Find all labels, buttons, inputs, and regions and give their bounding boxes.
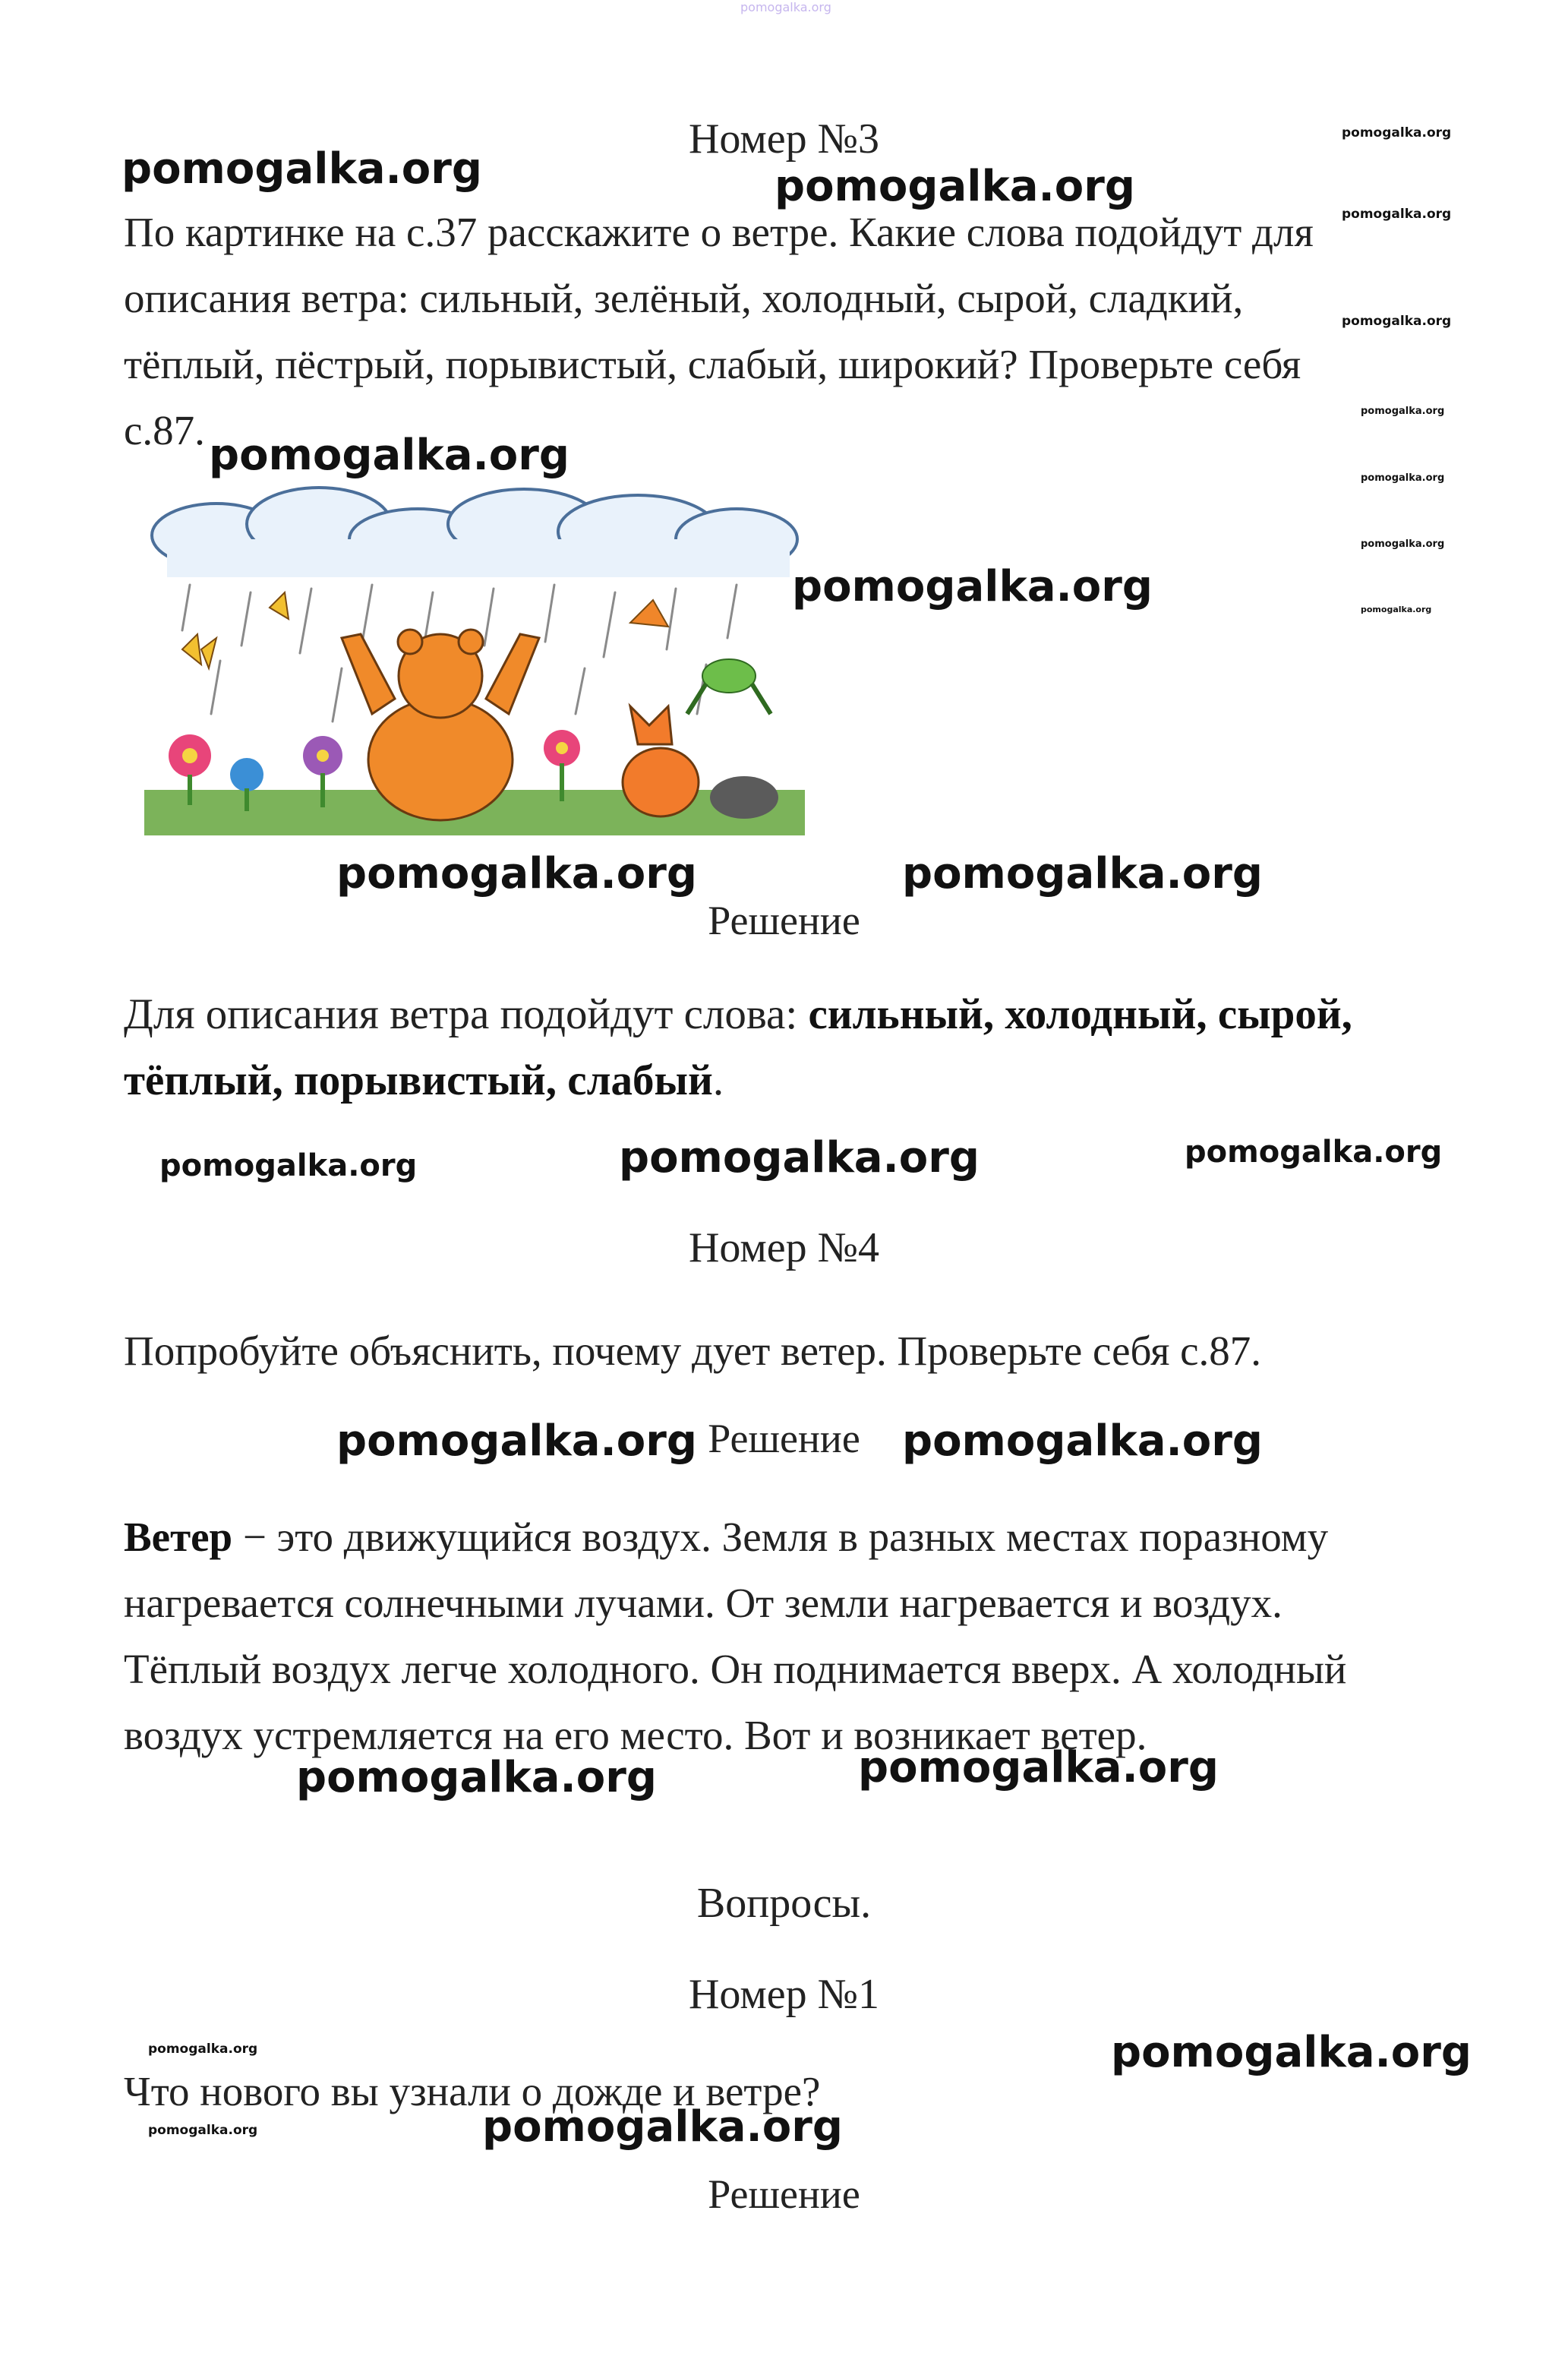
- task4-answer-line: воздух устремляется на его место. Вот и возникает ветер.: [124, 1712, 1147, 1758]
- task3-question-line: описания ветра: сильный, зелёный, холодный, сырой, сладкий,: [124, 275, 1244, 321]
- cloud-icon: [152, 488, 797, 577]
- task3-title: Номер №3: [688, 115, 880, 163]
- watermark-text: pomogalka.org: [1361, 538, 1445, 550]
- watermark-text: pomogalka.org: [1342, 125, 1452, 141]
- watermark-top: pomogalka.org: [740, 0, 831, 14]
- watermark-text: pomogalka.org: [121, 144, 482, 194]
- questions-title: Номер №1: [688, 1971, 880, 2018]
- task3-question-line: По картинке на с.37 расскажите о ветре. Какие слова подойдут для: [124, 209, 1314, 255]
- watermark-text: pomogalka.org: [1342, 207, 1452, 222]
- fox-icon: [623, 706, 699, 816]
- watermark-text: pomogalka.org: [336, 849, 697, 898]
- task4-solution-label: Решение: [708, 1416, 860, 1461]
- task4-answer: [124, 1504, 1475, 1768]
- task4-question: Попробуйте объяснить, почему дует ветер. Проверьте себя с.87.: [124, 1328, 1262, 1374]
- task3-answer-bold-1: сильный, холодный, сырой,: [808, 990, 1352, 1038]
- watermark-text: pomogalka.org: [148, 2123, 258, 2138]
- hedgehog-icon: [710, 776, 778, 819]
- watermark-text: pomogalka.org: [902, 1416, 1263, 1466]
- task3-question: [124, 199, 1475, 463]
- task3-solution-label: Решение: [708, 898, 860, 943]
- task4-answer-line: [124, 1504, 1475, 1570]
- watermark-text: pomogalka.org: [159, 1148, 418, 1183]
- task4-answer-line: Тёплый воздух легче холодного. Он поднимается вверх. А холодный: [124, 1646, 1347, 1692]
- task4-answer-line: нагревается солнечными лучами. От земли нагревается и воздух.: [124, 1580, 1282, 1626]
- task3-question-line: тёплый, пёстрый, порывистый, слабый, широкий? Проверьте себя: [124, 341, 1301, 387]
- task3-answer-end: .: [712, 1056, 724, 1104]
- watermark-text: pomogalka.org: [1111, 2028, 1472, 2077]
- watermark-text: pomogalka.org: [209, 431, 569, 480]
- watermark-text: pomogalka.org: [902, 849, 1263, 898]
- watermark-text: pomogalka.org: [1361, 406, 1445, 417]
- task4-answer-line-1-rest: − это движущийся воздух. Земля в разных местах поразному: [232, 1514, 1329, 1560]
- questions-question: Что нового вы узнали о дожде и ветре?: [124, 2068, 821, 2114]
- watermark-text: pomogalka.org: [792, 562, 1153, 611]
- watermark-text: pomogalka.org: [1361, 472, 1445, 484]
- questions-heading: Вопросы.: [696, 1880, 872, 1927]
- rain-wind-illustration: [144, 486, 805, 835]
- task3-answer-bold-2: тёплый, порывистый, слабый: [124, 1056, 713, 1104]
- watermark-text: pomogalka.org: [296, 1753, 657, 1802]
- watermark-text: pomogalka.org: [482, 2102, 843, 2152]
- task3-answer-prefix: Для описания ветра подойдут слова:: [124, 990, 809, 1038]
- task4-answer-bold: Ветер: [124, 1514, 233, 1560]
- watermark-text: pomogalka.org: [1185, 1135, 1443, 1170]
- watermark-text: pomogalka.org: [858, 1743, 1219, 1792]
- questions-solution-label: Решение: [708, 2171, 860, 2217]
- watermark-text: pomogalka.org: [336, 1416, 697, 1466]
- watermark-text: pomogalka.org: [1342, 314, 1452, 329]
- watermark-text: pomogalka.org: [619, 1133, 980, 1183]
- task3-answer: [124, 981, 1475, 1113]
- watermark-text: pomogalka.org: [1361, 605, 1432, 614]
- watermark-text: pomogalka.org: [148, 2041, 258, 2057]
- task3-question-line: с.87.: [124, 407, 205, 453]
- task4-title: Номер №4: [688, 1224, 880, 1271]
- watermark-text: pomogalka.org: [775, 162, 1135, 211]
